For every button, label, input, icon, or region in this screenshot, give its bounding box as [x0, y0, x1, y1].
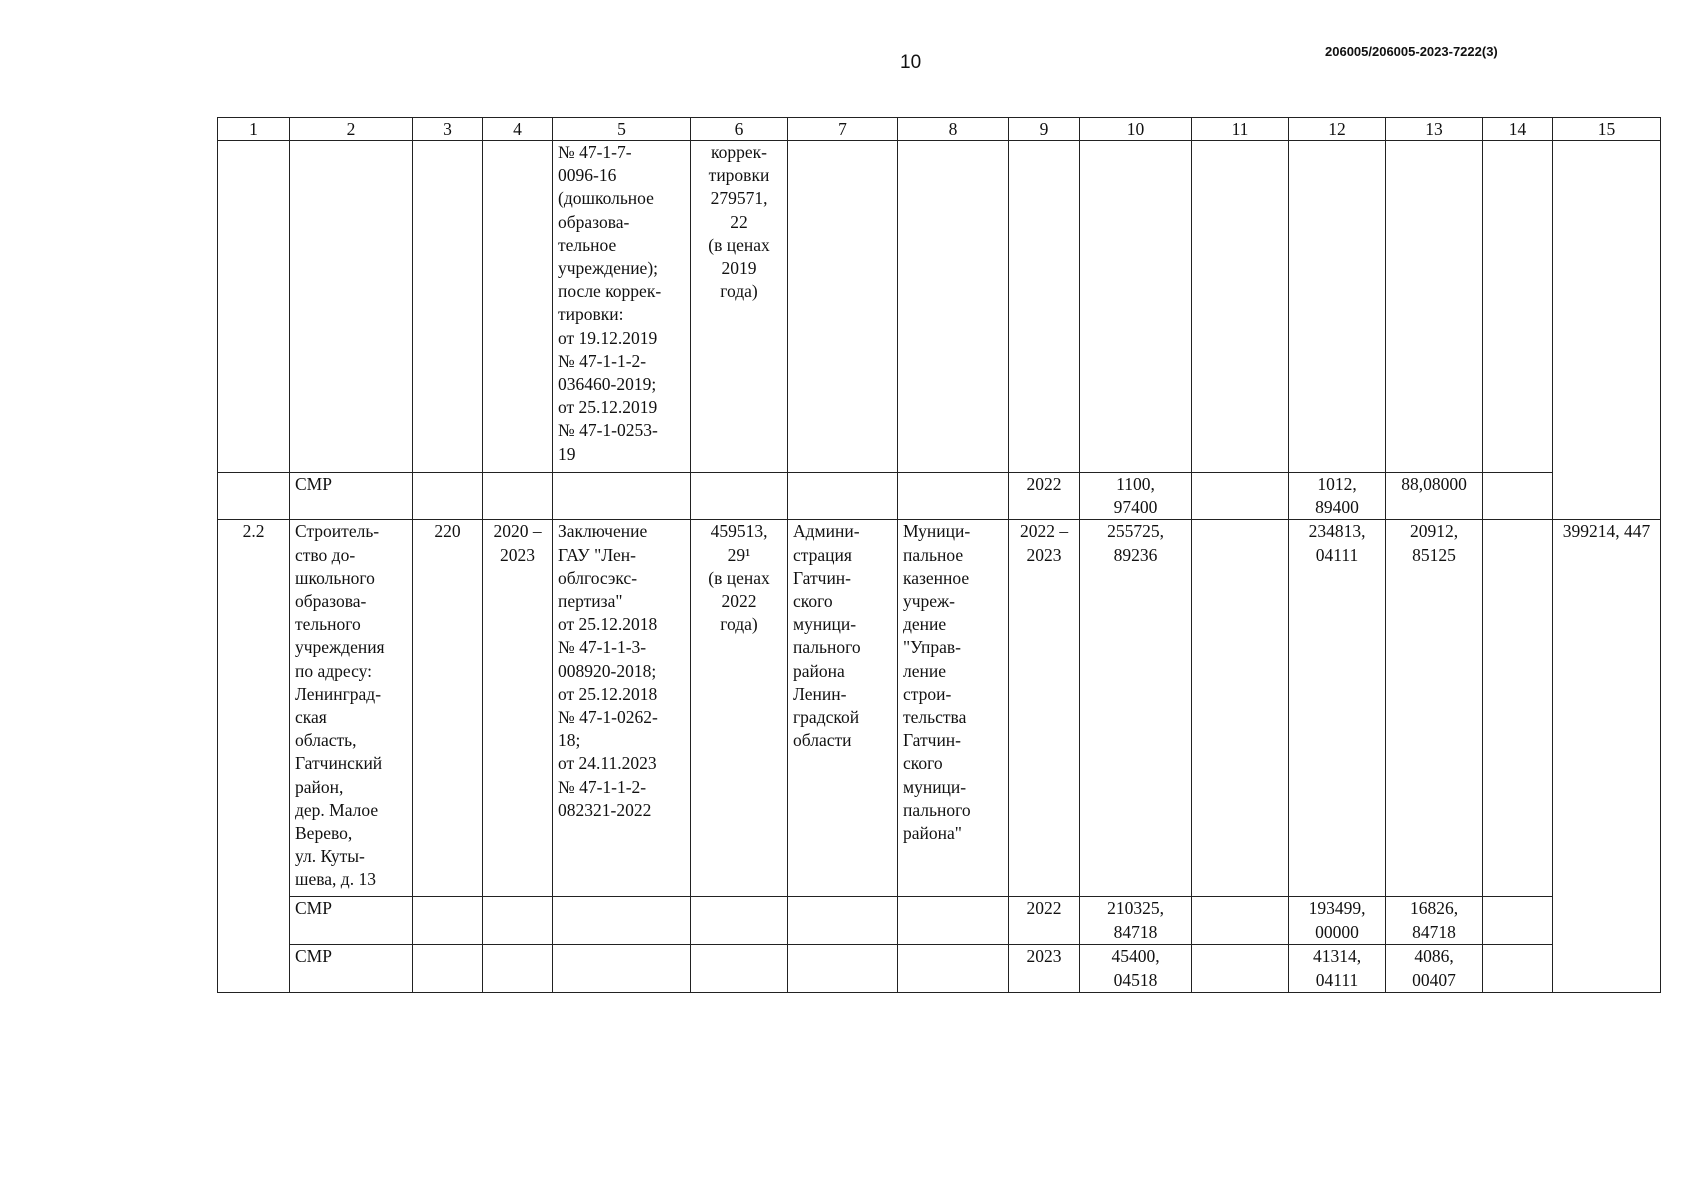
amount-cell: 16826, 84718: [1386, 897, 1483, 945]
cost-cell: коррек- тировки 279571, 22 (в ценах 2019 года): [691, 141, 788, 473]
period-cell: 2020 – 2023: [483, 520, 553, 897]
expertise-cell: Заключение ГАУ "Лен- облгосэкс- пертиза" от 25.12.2018 № 47-1-1-3- 008920-2018; от 25.12.2018 № 47-1-0262- 18; от 24.11.2023 № 47-1-1-2- 082321-2022: [553, 520, 691, 897]
table-row: [218, 897, 1661, 945]
amount-cell: 1100, 97400: [1080, 473, 1192, 520]
period-cell: 2022 – 2023: [1009, 520, 1080, 897]
amount-cell: 4086, 00407: [1386, 945, 1483, 993]
column-number: 6: [691, 118, 788, 141]
object-name-cell: Строитель- ство до- школьного образова- тельного учреждения по адресу: Ленинград- ская область, Гатчинский район, дер. Малое Верево, ул. Куты- шева, д. 13: [290, 520, 413, 897]
column-number: 10: [1080, 118, 1192, 141]
table-row: [218, 473, 1661, 520]
year-cell: 2023: [1009, 945, 1080, 993]
register-table: [217, 117, 1661, 993]
document-id: 206005/206005-2023-7222(3): [1325, 44, 1498, 59]
column-number: 2: [290, 118, 413, 141]
column-number: 4: [483, 118, 553, 141]
amount-cell: 193499, 00000: [1289, 897, 1386, 945]
amount-cell: 1012, 89400: [1289, 473, 1386, 520]
year-cell: 2022: [1009, 473, 1080, 520]
amount-cell: 20912, 85125: [1386, 520, 1483, 897]
amount-cell: 255725, 89236: [1080, 520, 1192, 897]
amount-cell: 88,08000: [1386, 473, 1483, 520]
column-number: 5: [553, 118, 691, 141]
cost-cell: 459513, 29¹ (в ценах 2022 года): [691, 520, 788, 897]
column-number: 11: [1192, 118, 1289, 141]
amount-cell: 210325, 84718: [1080, 897, 1192, 945]
page-number: 10: [900, 52, 922, 73]
column-number: 9: [1009, 118, 1080, 141]
developer-cell: Муници- пальное казенное учреж- дение "Управ- ление строи- тельства Гатчин- ского муници- пального района": [898, 520, 1009, 897]
column-number: 8: [898, 118, 1009, 141]
column-number-row: [218, 118, 1661, 141]
customer-cell: Админи- страция Гатчин- ского муници- пального района Ленин- градской области: [788, 520, 898, 897]
column-number: 14: [1483, 118, 1553, 141]
amount-cell: 234813, 04111: [1289, 520, 1386, 897]
amount-cell: 41314, 04111: [1289, 945, 1386, 993]
column-number: 12: [1289, 118, 1386, 141]
year-cell: 2022: [1009, 897, 1080, 945]
column-number: 1: [218, 118, 290, 141]
row-number: 2.2: [218, 520, 290, 993]
capacity-cell: 220: [413, 520, 483, 897]
column-number: 3: [413, 118, 483, 141]
total-cell: 399214, 447: [1553, 520, 1661, 993]
table-row: [218, 945, 1661, 993]
amount-cell: 45400, 04518: [1080, 945, 1192, 993]
expertise-cell: № 47-1-7- 0096-16 (дошкольное образова- тельное учреждение); после коррек- тировки: от 19.12.2019 № 47-1-1-2- 036460-2019; от 25.12.2019 № 47-1-0253- 19: [553, 141, 691, 473]
column-number: 7: [788, 118, 898, 141]
column-number: 15: [1553, 118, 1661, 141]
smr-label: СМР: [290, 473, 413, 520]
smr-label: СМР: [290, 945, 413, 993]
table-row: [218, 141, 1661, 473]
table-row: [218, 520, 1661, 897]
smr-label: СМР: [290, 897, 413, 945]
column-number: 13: [1386, 118, 1483, 141]
